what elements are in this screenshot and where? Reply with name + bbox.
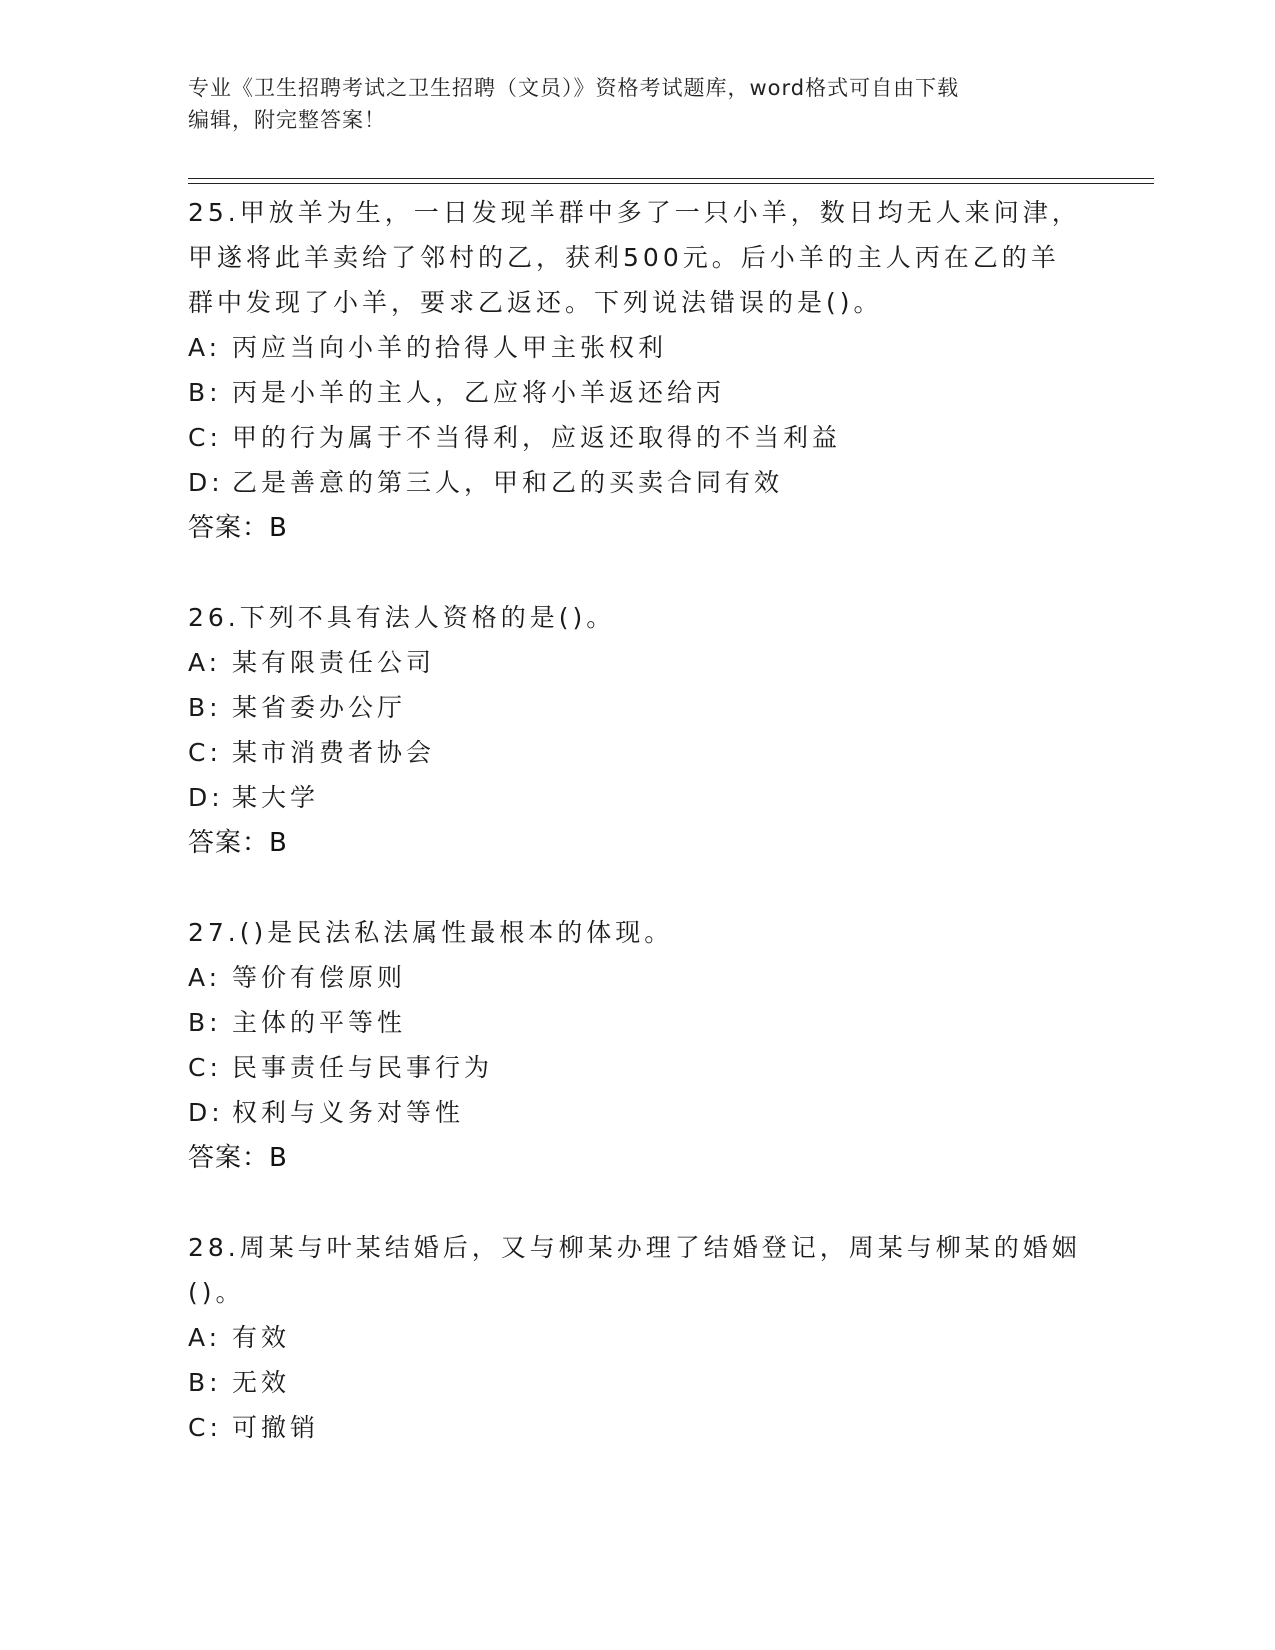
option-text: 丙是小羊的主人，乙应将小羊返还给丙 <box>232 378 726 407</box>
question-text: 27.()是民法私法属性最根本的体现。 <box>188 918 674 947</box>
option-text: 主体的平等性 <box>232 1008 407 1037</box>
question-25 <box>188 190 1088 551</box>
header-line-2: 编辑，附完整答案！ <box>188 108 386 132</box>
option-b <box>188 1360 1088 1405</box>
option-text: 可撤销 <box>232 1413 320 1442</box>
option-c <box>188 415 1088 460</box>
header-divider <box>188 178 1154 184</box>
option-text: 某市消费者协会 <box>232 738 436 767</box>
option-key: A: <box>188 648 222 677</box>
option-a <box>188 1315 1088 1360</box>
option-d <box>188 1090 1088 1135</box>
option-b <box>188 685 1088 730</box>
option-c <box>188 1045 1088 1090</box>
option-key: B: <box>188 378 222 407</box>
option-d <box>188 460 1088 505</box>
option-key: A: <box>188 963 222 992</box>
option-a <box>188 640 1088 685</box>
answer: 答案：B <box>188 513 288 543</box>
option-a <box>188 325 1088 370</box>
option-key: A: <box>188 1323 222 1352</box>
option-key: C: <box>188 423 222 452</box>
option-key: C: <box>188 738 222 767</box>
option-key: B: <box>188 1008 222 1037</box>
option-text: 有效 <box>232 1323 291 1352</box>
option-key: B: <box>188 1368 222 1397</box>
option-text: 丙应当向小羊的拾得人甲主张权利 <box>232 333 668 362</box>
option-key: B: <box>188 693 222 722</box>
question-28 <box>188 1225 1088 1450</box>
option-key: D: <box>188 783 224 812</box>
option-key: C: <box>188 1413 222 1442</box>
option-b <box>188 1000 1088 1045</box>
question-27 <box>188 910 1088 1181</box>
option-key: D: <box>188 1098 224 1127</box>
header-line-1: 专业《卫生招聘考试之卫生招聘（文员）》资格考试题库，word格式可自由下载 <box>188 76 960 100</box>
question-list <box>188 190 1088 1494</box>
option-b <box>188 370 1088 415</box>
option-text: 无效 <box>232 1368 291 1397</box>
answer: 答案：B <box>188 828 288 858</box>
question-26 <box>188 595 1088 866</box>
question-text: 28.周某与叶某结婚后，又与柳某办理了结婚登记，周某与柳某的婚姻()。 <box>188 1233 1081 1307</box>
option-key: D: <box>188 468 224 497</box>
option-c <box>188 1405 1088 1450</box>
question-text: 25.甲放羊为生，一日发现羊群中多了一只小羊，数日均无人来问津，甲遂将此羊卖给了邻村的乙，获利500元。后小羊的主人丙在乙的羊群中发现了小羊，要求乙返还。下列说法错误的是()。 <box>188 198 1081 317</box>
option-key: C: <box>188 1053 222 1082</box>
option-a <box>188 955 1088 1000</box>
option-d <box>188 775 1088 820</box>
option-text: 民事责任与民事行为 <box>232 1053 494 1082</box>
option-text: 某有限责任公司 <box>232 648 436 677</box>
answer: 答案：B <box>188 1143 288 1173</box>
option-text: 乙是善意的第三人，甲和乙的买卖合同有效 <box>232 468 784 497</box>
option-c <box>188 730 1088 775</box>
question-text: 26.下列不具有法人资格的是()。 <box>188 603 616 632</box>
option-text: 权利与义务对等性 <box>232 1098 465 1127</box>
option-text: 某省委办公厅 <box>232 693 407 722</box>
option-key: A: <box>188 333 222 362</box>
document-header <box>188 72 1088 136</box>
option-text: 甲的行为属于不当得利，应返还取得的不当利益 <box>232 423 842 452</box>
option-text: 某大学 <box>232 783 320 812</box>
option-text: 等价有偿原则 <box>232 963 407 992</box>
